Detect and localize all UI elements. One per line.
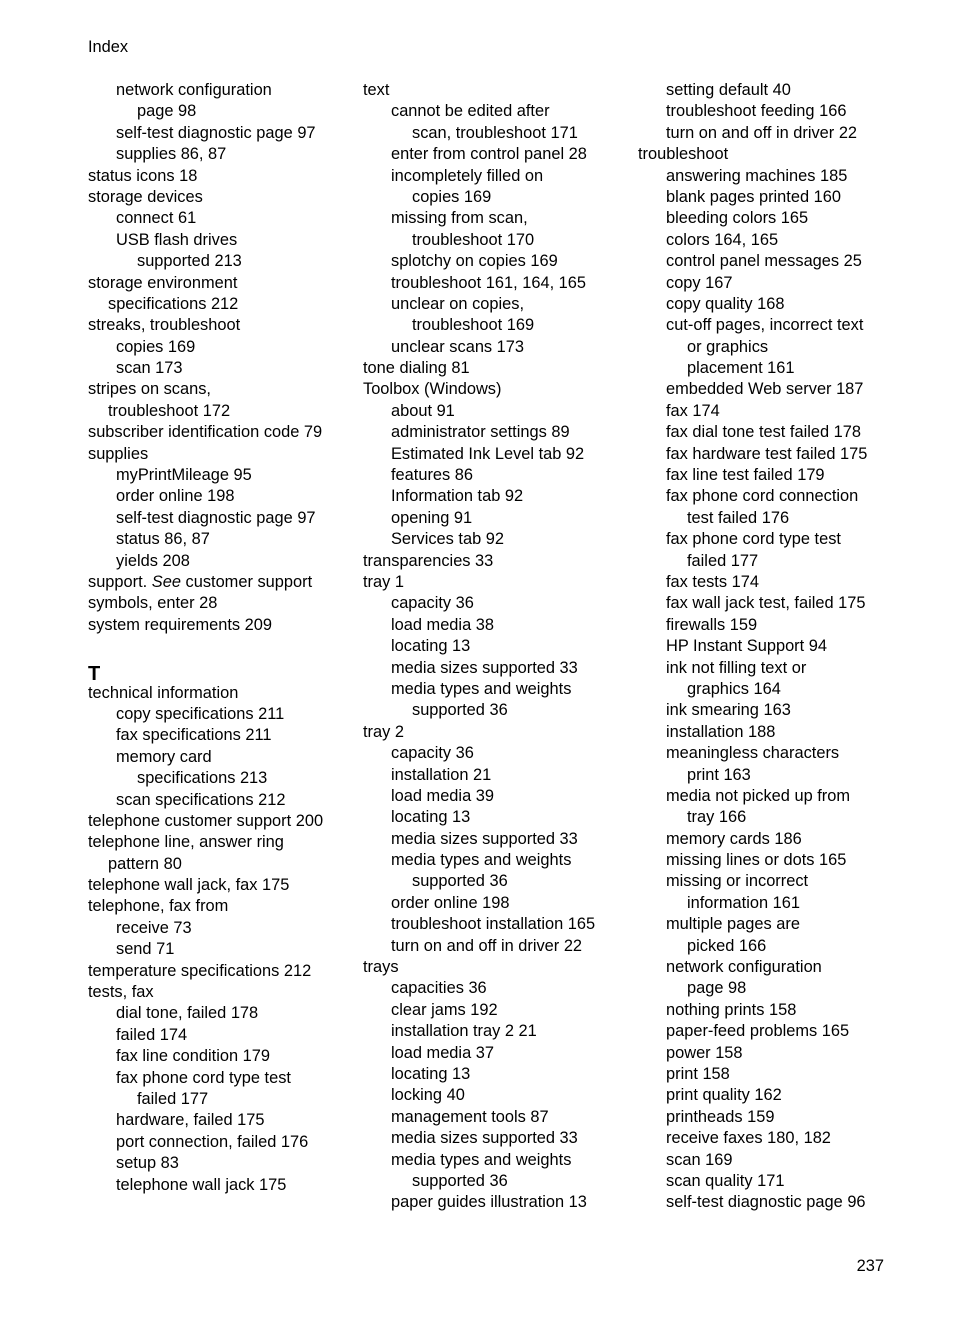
index-subentry: copy specifications 211 [116, 704, 285, 723]
index-subentry-continuation: or graphics [687, 337, 769, 356]
index-subentry: ink not filling text or [666, 658, 807, 677]
index-subentry: opening 91 [391, 508, 473, 527]
section-letter-heading: T [88, 662, 101, 685]
index-subentry: fax tests 174 [666, 572, 759, 591]
index-subentry: splotchy on copies 169 [391, 252, 558, 271]
index-subentry: media sizes supported 33 [391, 658, 578, 677]
index-entry: status icons 18 [88, 166, 198, 185]
index-subentry: locating 13 [391, 1064, 471, 1083]
index-subentry: receive faxes 180, 182 [666, 1129, 831, 1148]
index-subentry: enter from control panel 28 [391, 145, 587, 164]
index-subentry: setting default 40 [666, 81, 791, 99]
index-subentry: bleeding colors 165 [666, 209, 809, 228]
index-subentry: locating 13 [391, 808, 471, 827]
index-subentry: load media 37 [391, 1043, 494, 1062]
index-subentry: failed 174 [116, 1025, 188, 1044]
index-subentry: embedded Web server 187 [666, 380, 864, 399]
index-subentry: answering machines 185 [666, 166, 848, 185]
index-entry: storage devices [88, 187, 203, 206]
index-subentry: self-test diagnostic page 97 [116, 508, 316, 527]
index-subentry: fax specifications 211 [116, 726, 272, 745]
index-entry: transparencies 33 [363, 551, 494, 570]
index-subentry: fax line test failed 179 [666, 466, 825, 485]
index-subentry: network configuration [116, 81, 272, 99]
index-subentry: firewalls 159 [666, 615, 758, 634]
index-entry: text [363, 81, 390, 99]
index-subentry: features 86 [391, 466, 474, 485]
index-subentry-continuation: failed 177 [137, 1089, 209, 1108]
index-subentry: locking 40 [391, 1086, 465, 1105]
index-subentry: fax wall jack test, failed 175 [666, 594, 866, 613]
index-subentry: unclear scans 173 [391, 337, 525, 356]
index-subentry-continuation: page 98 [687, 979, 747, 998]
index-subentry: ink smearing 163 [666, 701, 791, 720]
index-subentry: control panel messages 25 [666, 252, 862, 271]
index-subentry: order online 198 [116, 487, 235, 506]
index-subentry: order online 198 [391, 893, 510, 912]
index-entry: Toolbox (Windows) [363, 380, 502, 399]
index-subentry: colors 164, 165 [666, 230, 779, 249]
index-subentry: connect 61 [116, 209, 197, 228]
page-number: 237 [856, 1257, 884, 1275]
index-subentry: Services tab 92 [391, 530, 504, 549]
index-subentry: load media 39 [391, 786, 494, 805]
page-header-title: Index [88, 38, 129, 56]
index-subentry: fax phone cord type test [116, 1068, 291, 1087]
index-subentry-continuation: tray 166 [687, 808, 747, 827]
index-subentry: print quality 162 [666, 1086, 782, 1105]
index-subentry-continuation: supported 36 [412, 872, 508, 891]
index-subentry: paper guides illustration 13 [391, 1193, 587, 1212]
index-subentry: HP Instant Support 94 [666, 637, 827, 656]
index-entry: technical information [88, 683, 239, 702]
index-subentry: memory card [116, 747, 212, 766]
index-subentry: fax dial tone test failed 178 [666, 423, 861, 442]
index-subentry: installation 188 [666, 722, 776, 741]
index-subentry: scan 173 [116, 359, 183, 378]
index-entry: troubleshoot [638, 145, 729, 164]
index-entry: storage environment [88, 273, 238, 292]
index-subentry: media sizes supported 33 [391, 1129, 578, 1148]
index-subentry: missing from scan, [391, 209, 528, 228]
index-subentry: copies 169 [116, 337, 196, 356]
index-subentry: media types and weights [391, 1150, 572, 1169]
index-subentry: capacity 36 [391, 594, 474, 613]
index-subentry: memory cards 186 [666, 829, 802, 848]
index-subentry: capacity 36 [391, 744, 474, 763]
index-entry: temperature specifications 212 [88, 961, 312, 980]
see-reference: See [151, 572, 181, 591]
index-subentry: scan specifications 212 [116, 790, 286, 809]
index-subentry-continuation: supported 36 [412, 1171, 508, 1190]
index-subentry: troubleshoot installation 165 [391, 915, 596, 934]
index-entry: symbols, enter 28 [88, 594, 218, 613]
index-entry-continuation: specifications 212 [108, 294, 239, 313]
index-subentry: fax hardware test failed 175 [666, 444, 868, 463]
index-subentry: scan 169 [666, 1150, 733, 1169]
index-subentry: self-test diagnostic page 96 [666, 1193, 866, 1212]
index-subentry: copy 167 [666, 273, 733, 292]
index-subentry: dial tone, failed 178 [116, 1004, 259, 1023]
index-subentry: fax line condition 179 [116, 1047, 270, 1066]
index-subentry-continuation: print 163 [687, 765, 751, 784]
index-subentry: media types and weights [391, 679, 572, 698]
index-subentry: Estimated Ink Level tab 92 [391, 444, 585, 463]
index-subentry-continuation: supported 213 [137, 252, 242, 271]
index-entry: tests, fax [88, 983, 154, 1002]
index-subentry-continuation: test failed 176 [687, 508, 790, 527]
index-entry: trays [363, 958, 399, 977]
index-subentry: media types and weights [391, 851, 572, 870]
index-subentry-continuation: scan, troubleshoot 171 [412, 123, 578, 142]
index-subentry-continuation: information 161 [687, 893, 800, 912]
index-subentry: self-test diagnostic page 97 [116, 123, 316, 142]
index-subentry: status 86, 87 [116, 530, 210, 549]
index-subentry-continuation: placement 161 [687, 359, 795, 378]
index-subentry: turn on and off in driver 22 [666, 123, 858, 142]
index-subentry: administrator settings 89 [391, 423, 570, 442]
index-subentry: clear jams 192 [391, 1000, 498, 1019]
index-subentry: hardware, failed 175 [116, 1111, 265, 1130]
section-spacer [88, 636, 350, 657]
index-subentry-continuation: failed 177 [687, 551, 759, 570]
index-entry: tray 2 [363, 722, 404, 741]
index-subentry: about 91 [391, 401, 455, 420]
index-subentry: media not picked up from [666, 786, 851, 805]
index-entry: telephone wall jack, fax 175 [88, 876, 290, 895]
index-subentry: installation 21 [391, 765, 492, 784]
index-column-1 [88, 80, 350, 1196]
index-subentry: yields 208 [116, 551, 190, 570]
index-subentry: USB flash drives [116, 230, 238, 249]
index-entry: telephone, fax from [88, 897, 229, 916]
index-entry: stripes on scans, [88, 380, 211, 399]
index-subentry: multiple pages are [666, 915, 800, 934]
index-subentry: telephone wall jack 175 [116, 1175, 287, 1194]
index-subentry: nothing prints 158 [666, 1000, 797, 1019]
index-column-3 [638, 80, 910, 1214]
index-subentry: troubleshoot feeding 166 [666, 102, 847, 121]
index-entry-continuation: pattern 80 [108, 854, 182, 873]
index-subentry: scan quality 171 [666, 1171, 785, 1190]
index-subentry: power 158 [666, 1043, 743, 1062]
index-subentry-continuation: graphics 164 [687, 679, 781, 698]
index-subentry: installation tray 2 21 [391, 1022, 537, 1041]
index-subentry-continuation: specifications 213 [137, 769, 268, 788]
index-subentry: unclear on copies, [391, 294, 525, 313]
index-entry: support. See customer support [88, 572, 313, 591]
index-subentry: cut-off pages, incorrect text [666, 316, 864, 335]
index-subentry: missing lines or dots 165 [666, 851, 847, 870]
index-entry: streaks, troubleshoot [88, 316, 241, 335]
index-subentry: meaningless characters [666, 744, 840, 763]
index-subentry-continuation: supported 36 [412, 701, 508, 720]
index-subentry: send 71 [116, 940, 175, 959]
index-subentry-continuation: picked 166 [687, 936, 767, 955]
index-subentry-continuation: troubleshoot 169 [412, 316, 535, 335]
index-entry: tone dialing 81 [363, 359, 470, 378]
index-entry: telephone line, answer ring [88, 833, 284, 852]
index-subentry-continuation: copies 169 [412, 187, 492, 206]
index-subentry: printheads 159 [666, 1107, 775, 1126]
index-subentry-continuation: page 98 [137, 102, 197, 121]
index-subentry: missing or incorrect [666, 872, 809, 891]
index-subentry: troubleshoot 161, 164, 165 [391, 273, 587, 292]
index-subentry: media sizes supported 33 [391, 829, 578, 848]
index-subentry: port connection, failed 176 [116, 1132, 309, 1151]
index-subentry: receive 73 [116, 918, 192, 937]
index-subentry: management tools 87 [391, 1107, 549, 1126]
index-subentry: fax phone cord type test [666, 530, 841, 549]
index-subentry: turn on and off in driver 22 [391, 936, 583, 955]
index-entry-continuation: troubleshoot 172 [108, 401, 231, 420]
index-subentry: capacities 36 [391, 979, 487, 998]
index-entry: telephone customer support 200 [88, 811, 324, 830]
index-subentry: print 158 [666, 1064, 730, 1083]
index-subentry: Information tab 92 [391, 487, 524, 506]
index-entry: subscriber identification code 79 [88, 423, 323, 442]
index-subentry: copy quality 168 [666, 294, 785, 313]
index-subentry: network configuration [666, 958, 822, 977]
index-entry: supplies [88, 444, 149, 463]
index-subentry: cannot be edited after [391, 102, 550, 121]
index-subentry: myPrintMileage 95 [116, 466, 252, 485]
index-entry: tray 1 [363, 572, 404, 591]
index-column-2 [363, 80, 625, 1214]
index-subentry: setup 83 [116, 1154, 179, 1173]
index-entry: system requirements 209 [88, 615, 273, 634]
index-subentry: load media 38 [391, 615, 494, 634]
index-subentry-continuation: troubleshoot 170 [412, 230, 535, 249]
index-subentry: supplies 86, 87 [116, 145, 227, 164]
index-subentry: blank pages printed 160 [666, 187, 841, 206]
index-subentry: fax phone cord connection [666, 487, 859, 506]
index-subentry: locating 13 [391, 637, 471, 656]
index-subentry: incompletely filled on [391, 166, 544, 185]
index-subentry: fax 174 [666, 401, 720, 420]
index-subentry: paper-feed problems 165 [666, 1022, 850, 1041]
